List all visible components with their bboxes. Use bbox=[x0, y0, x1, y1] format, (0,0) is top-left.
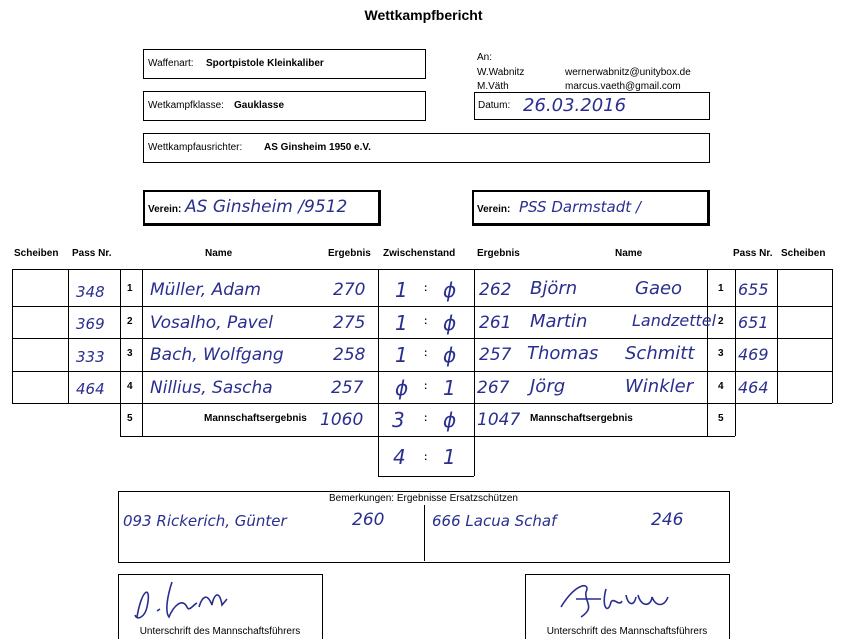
team-result-right: 1047 bbox=[477, 410, 521, 430]
name-right-first: Björn bbox=[530, 278, 578, 299]
verein-right-box bbox=[472, 190, 710, 226]
recipient-email[interactable]: marcus.vaeth@gmail.com bbox=[565, 81, 681, 92]
remarks-left-shooter: 093 Rickerich, Günter bbox=[123, 512, 287, 530]
header-name-right: Name bbox=[615, 248, 643, 259]
team-result-left: 1060 bbox=[320, 410, 364, 430]
ausrichter-label: Wettkampfausrichter: bbox=[148, 142, 243, 153]
row-number-right: 3 bbox=[718, 348, 724, 359]
remarks-right-shooter: 666 Lacua Schaf bbox=[432, 512, 557, 530]
remarks-right-score: 246 bbox=[651, 510, 684, 530]
zwischenstand-left: 1 bbox=[395, 311, 408, 335]
name-right-last: Winkler bbox=[625, 376, 694, 397]
datum-value: 26.03.2016 bbox=[523, 95, 627, 116]
ausrichter-box bbox=[143, 133, 710, 163]
recipient-email[interactable]: wernerwabnitz@unitybox.de bbox=[565, 67, 691, 78]
signature-right-label: Unterschrift des Mannschaftsführers bbox=[546, 626, 708, 637]
signature-box-right bbox=[525, 574, 730, 639]
datum-box bbox=[474, 92, 710, 120]
pass-right: 469 bbox=[738, 345, 769, 364]
header-scheiben: Scheiben bbox=[14, 248, 59, 259]
zwischenstand-right: ϕ bbox=[443, 278, 457, 302]
name-left: Nillius, Sascha bbox=[150, 378, 273, 398]
name-right-last: Landzettel bbox=[632, 311, 717, 330]
name-right-first: Jörg bbox=[530, 376, 566, 397]
remarks-box bbox=[118, 491, 730, 563]
klasse-box bbox=[143, 91, 426, 121]
ergebnis-right: 261 bbox=[479, 313, 512, 333]
ergebnis-left: 257 bbox=[331, 378, 364, 398]
zwischenstand-right: ϕ bbox=[443, 343, 457, 367]
waffenart-value: Sportpistole Kleinkaliber bbox=[206, 58, 324, 69]
verein-left-label: Verein: bbox=[148, 204, 182, 215]
row-number: 2 bbox=[127, 316, 133, 327]
zwischenstand-right: 1 bbox=[443, 376, 456, 400]
name-right-last: Gaeo bbox=[635, 278, 683, 299]
final-score-separator: : bbox=[424, 452, 428, 463]
remarks-left-score: 260 bbox=[352, 510, 385, 530]
zwischenstand-separator: : bbox=[424, 316, 428, 327]
verein-left-box bbox=[143, 190, 381, 226]
zwischenstand-left: 1 bbox=[395, 278, 408, 302]
name-right-last: Schmitt bbox=[625, 343, 695, 364]
pass-right: 651 bbox=[738, 313, 769, 332]
row-number-right: 1 bbox=[718, 283, 724, 294]
pass-left: 348 bbox=[76, 283, 105, 301]
pass-right: 655 bbox=[738, 280, 769, 299]
waffenart-box bbox=[143, 49, 426, 79]
header-scheiben-right: Scheiben bbox=[781, 248, 826, 259]
name-left: Vosalho, Pavel bbox=[150, 313, 273, 333]
datum-label: Datum: bbox=[478, 100, 511, 111]
row-number: 5 bbox=[127, 413, 133, 424]
team-result-label-left: Mannschaftsergebnis bbox=[204, 413, 307, 424]
name-right-first: Thomas bbox=[527, 343, 599, 364]
zwischenstand-separator: : bbox=[424, 348, 428, 359]
header-pass-nr: Pass Nr. bbox=[72, 248, 112, 259]
header-ergebnis: Ergebnis bbox=[328, 248, 371, 259]
recipients-label: An: bbox=[477, 52, 493, 63]
header-pass-nr-right: Pass Nr. bbox=[733, 248, 773, 259]
row-number-right: 4 bbox=[718, 381, 724, 392]
zwischenstand-separator: : bbox=[424, 381, 428, 392]
signature-right bbox=[556, 577, 696, 627]
row-number: 3 bbox=[127, 348, 133, 359]
pass-left: 369 bbox=[76, 315, 105, 333]
name-left: Müller, Adam bbox=[150, 280, 261, 300]
team-zwischenstand-right: ϕ bbox=[443, 408, 457, 432]
ausrichter-value: AS Ginsheim 1950 e.V. bbox=[264, 142, 371, 153]
pass-right: 464 bbox=[738, 378, 769, 397]
zwischenstand-separator: : bbox=[424, 283, 428, 294]
waffenart-label: Waffenart: bbox=[148, 58, 194, 69]
final-score-right: 1 bbox=[443, 445, 456, 469]
verein-right-value: PSS Darmstadt / bbox=[519, 198, 641, 216]
zwischenstand-separator: : bbox=[424, 413, 428, 424]
zwischenstand-right: ϕ bbox=[443, 311, 457, 335]
header-name: Name bbox=[205, 248, 233, 259]
ergebnis-left: 275 bbox=[333, 313, 366, 333]
row-number-right: 2 bbox=[718, 316, 724, 327]
team-zwischenstand-left: 3 bbox=[392, 408, 405, 432]
row-number: 4 bbox=[127, 381, 133, 392]
klasse-label: Wetkampfklasse: bbox=[148, 100, 224, 111]
header-ergebnis-right: Ergebnis bbox=[477, 248, 520, 259]
row-number: 1 bbox=[127, 283, 133, 294]
ergebnis-left: 258 bbox=[333, 345, 366, 365]
ergebnis-right: 257 bbox=[479, 345, 512, 365]
name-left: Bach, Wolfgang bbox=[150, 345, 284, 365]
ergebnis-right: 262 bbox=[479, 280, 512, 300]
verein-right-label: Verein: bbox=[477, 204, 511, 215]
ergebnis-right: 267 bbox=[477, 378, 510, 398]
signature-left bbox=[127, 577, 247, 625]
zwischenstand-left: 1 bbox=[395, 343, 408, 367]
ergebnis-left: 270 bbox=[333, 280, 366, 300]
row-number-right: 5 bbox=[718, 413, 724, 424]
verein-left-value: AS Ginsheim /9512 bbox=[185, 197, 348, 217]
final-score-left: 4 bbox=[393, 445, 406, 469]
zwischenstand-left: ϕ bbox=[395, 376, 409, 400]
page-title: Wettkampfbericht bbox=[364, 7, 483, 23]
recipient-name: M.Väth bbox=[477, 81, 509, 92]
pass-left: 464 bbox=[76, 380, 105, 398]
signature-left-label: Unterschrift des Mannschaftsführers bbox=[139, 626, 301, 637]
header-zwischenstand: Zwischenstand bbox=[383, 248, 456, 259]
team-result-label-right: Mannschaftsergebnis bbox=[530, 413, 633, 424]
klasse-value: Gauklasse bbox=[234, 100, 285, 111]
name-right-first: Martin bbox=[530, 311, 588, 332]
remarks-label: Bemerkungen: Ergebnisse Ersatzschützen bbox=[329, 493, 518, 504]
signature-box-left bbox=[118, 574, 323, 639]
pass-left: 333 bbox=[76, 348, 105, 366]
recipient-name: W.Wabnitz bbox=[477, 67, 525, 78]
